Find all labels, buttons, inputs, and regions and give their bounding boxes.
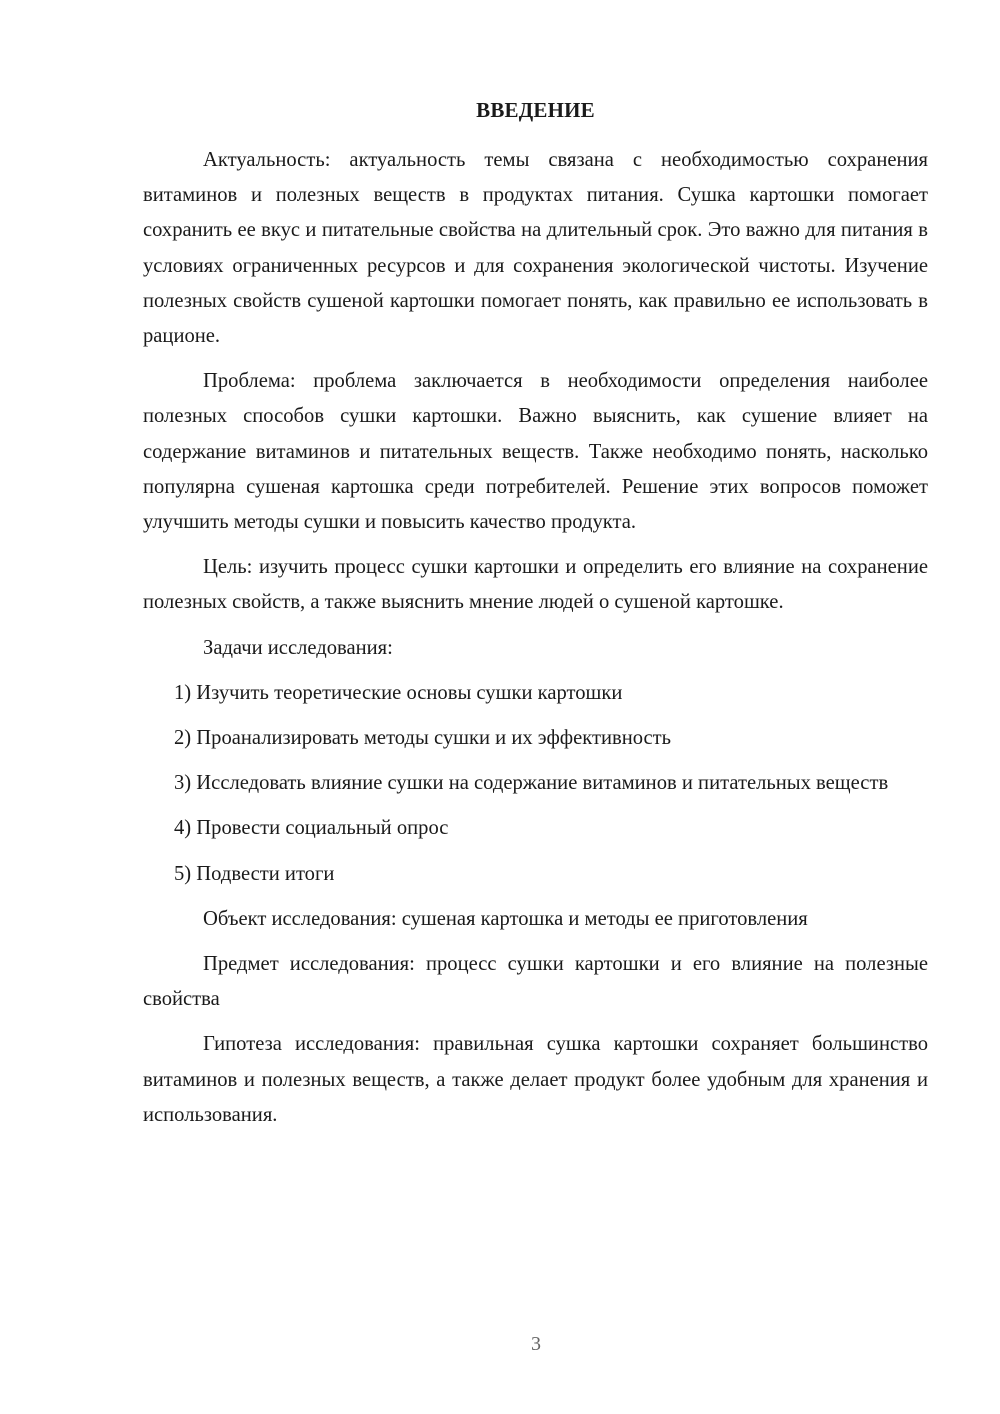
paragraph-tasks-heading: Задачи исследования: [203, 636, 393, 659]
page-number: 3 [531, 1333, 541, 1355]
paragraph-hypothesis: Гипотеза исследования: правильная сушка картошки сохраняет большинство витаминов и полезных веществ, а также делает продукт более удобным для хранения и использования. [143, 1033, 928, 1126]
task-item-3: 3) Исследовать влияние сушки на содержание витаминов и питательных веществ [174, 772, 889, 795]
paragraph-goal: Цель: изучить процесс сушки картошки и определить его влияние на сохранение полезных свойств, а также выяснить мнение людей о сушеной картошке. [143, 556, 928, 614]
paragraph-subject: Предмет исследования: процесс сушки картошки и его влияние на полезные свойства [143, 953, 928, 1011]
task-item-1: 1) Изучить теоретические основы сушки картошки [174, 681, 623, 704]
paragraph-object: Объект исследования: сушеная картошка и методы ее приготовления [203, 907, 808, 930]
document-page [143, 93, 928, 1143]
task-item-2: 2) Проанализировать методы сушки и их эффективность [174, 727, 672, 750]
section-title: ВВЕДЕНИЕ [476, 98, 595, 122]
task-item-5: 5) Подвести итоги [174, 862, 335, 885]
paragraph-relevance: Актуальность: актуальность темы связана с необходимостью сохранения витаминов и полезных веществ в продуктах питания. Сушка картошки помогает сохранить ее вкус и питательные свойства на длительный срок. Это важно для питания в условиях ограниченных ресурсов и для сохранения экологической чистоты. Изучение полезных свойств сушеной картошки помогает понять, как правильно ее использовать в рационе. [143, 149, 928, 348]
task-item-4: 4) Провести социальный опрос [174, 817, 449, 840]
paragraph-problem: Проблема: проблема заключается в необходимости определения наиболее полезных способов сушки картошки. Важно выяснить, как сушение влияет на содержание витаминов и питательных веществ. Также необходимо понять, насколько популярна сушеная картошка среди потребителей. Решение этих вопросов поможет улучшить методы сушки и повысить качество продукта. [143, 370, 928, 534]
